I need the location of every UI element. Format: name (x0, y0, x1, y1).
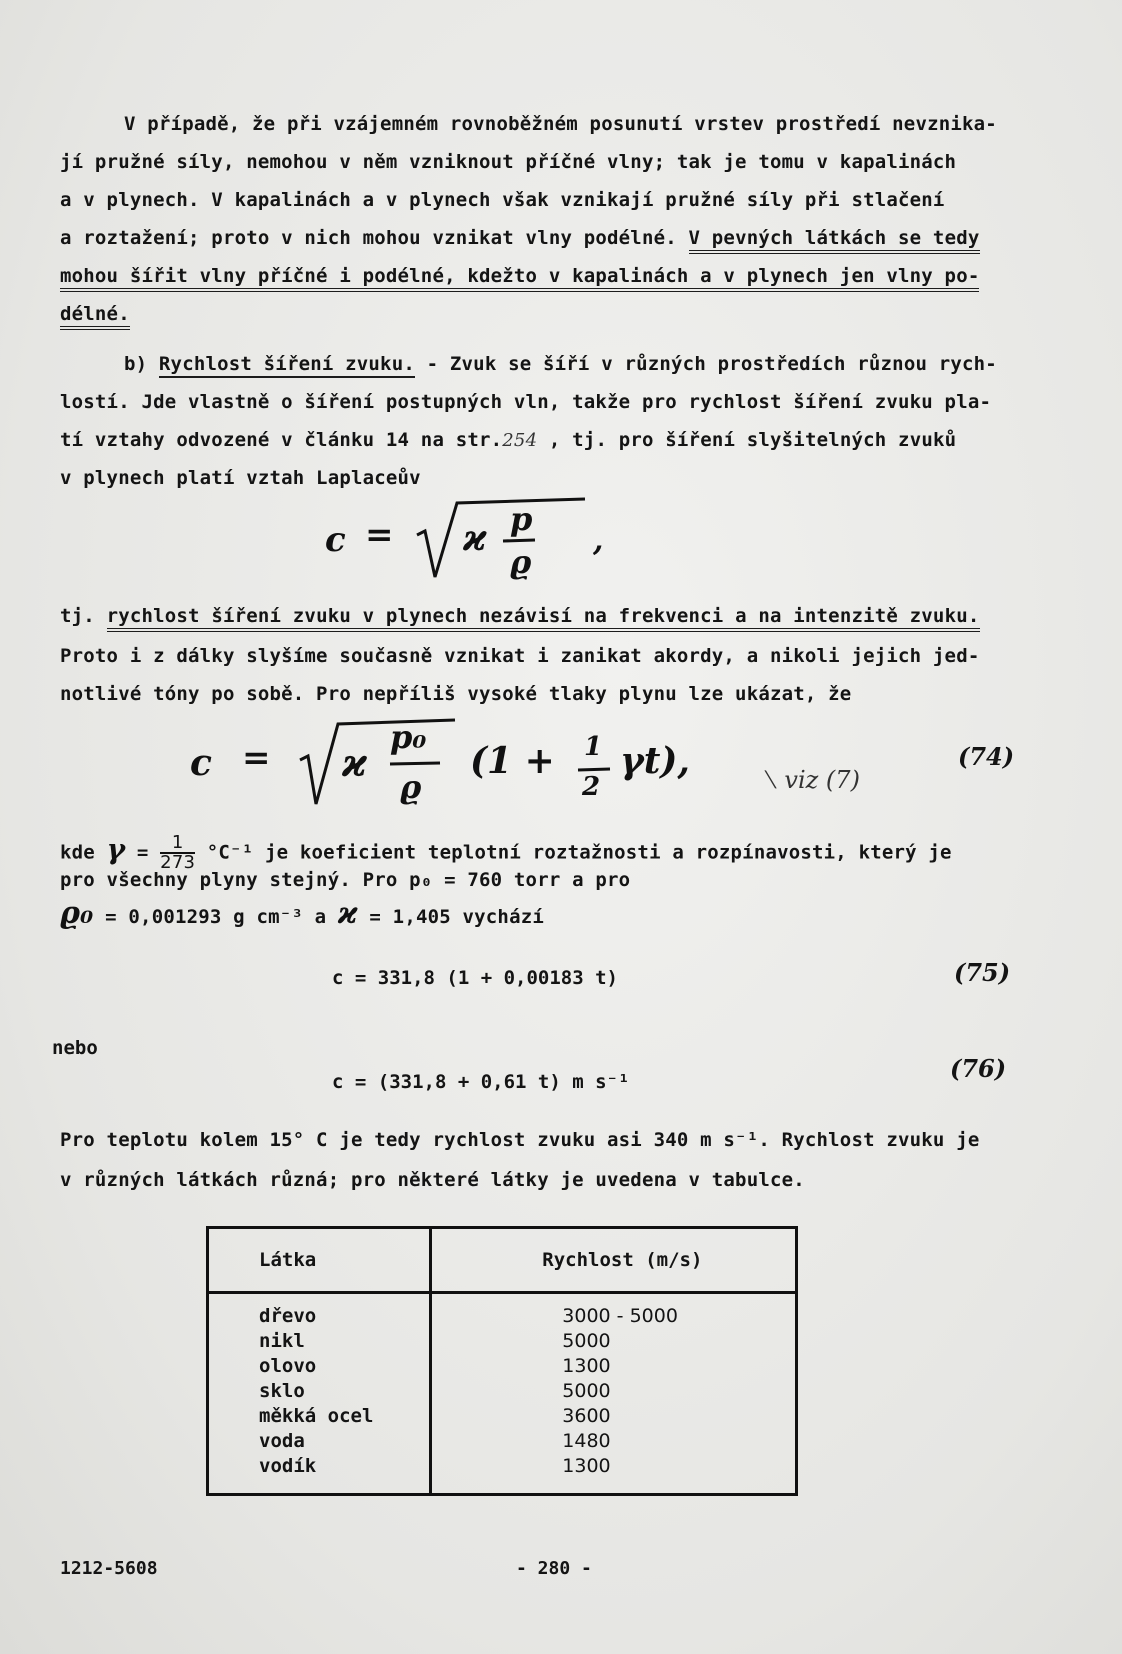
fraction-numerator: 1 (160, 834, 195, 854)
p1-line2: jí pružné síly, nemohou v něm vzniknout příčné vlny; tak je tomu v kapalinách (60, 151, 957, 173)
table-header-row (208, 1228, 797, 1293)
header-speed: Rychlost (m/s) (431, 1228, 797, 1293)
equation-number-75: (75) (954, 958, 1011, 987)
formula2-kappa: ϰ (342, 740, 367, 785)
equation-number-74: (74) (958, 742, 1015, 771)
p3-line1 (60, 604, 1050, 628)
laplace-formula (325, 495, 625, 585)
p3-prefix: tj. (60, 605, 107, 627)
speed-cell: 3600 (562, 1405, 611, 1427)
p2-line3-part2: , tj. pro šíření slyšitelných zvuků (537, 429, 957, 451)
p1-line3: a v plynech. V kapalinách a v plynech však vznikají pružné síly při stlačení (60, 189, 945, 211)
speed-cell: 1300 (562, 1355, 611, 1377)
formula2-frac-den: 2 (582, 772, 601, 802)
p4-line3-part2: = 1,405 vychází (357, 906, 544, 928)
p1-line4-underlined: V pevných látkách se tedy (689, 227, 980, 254)
fraction-1-273 (160, 834, 195, 872)
formula1-eq: = (365, 515, 394, 555)
material-cell: měkká ocel (259, 1405, 374, 1427)
p1-line6-underlined: délné. (60, 303, 130, 330)
rho-symbol: ϱ₀ (60, 896, 94, 931)
fraction-denominator: 273 (160, 852, 196, 873)
handwritten-note-viz: ⟍ viz (7) (760, 766, 860, 794)
handwritten-page-ref: 254 (502, 430, 538, 451)
kappa-symbol: ϰ (337, 896, 358, 931)
p1-line1: V případě, že při vzájemném rovnoběžném posunutí vrstev prostředí nevznika- (124, 113, 997, 135)
material-cell: dřevo (259, 1305, 317, 1327)
equation-76: c = (331,8 + 0,61 t) m s⁻¹ (332, 1071, 630, 1093)
speed-cell: 1300 (562, 1455, 611, 1477)
p2-line4: v plynech platí vztah Laplaceův (60, 467, 421, 489)
p4-line2: pro všechny plyny stejný. Pro p₀ = 760 torr a pro (60, 869, 631, 891)
p4-line1-rest: je koeficient teplotní roztažnosti a rozpínavosti, který je (253, 841, 952, 864)
material-cell: sklo (259, 1380, 305, 1402)
formula2-paren: (1 + (470, 740, 555, 782)
p2-line2: lostí. Jde vlastně o šíření postupných vln, takže pro rychlost šíření zvuku pla- (60, 391, 992, 413)
p2-line3-part1: tí vztahy odvozené v článku 14 na str. (60, 429, 503, 451)
p4-line3 (60, 896, 1050, 931)
speed-cell: 1480 (562, 1430, 611, 1452)
p1-line4-part1: a roztažení; proto v nich mohou vznikat vlny podélné. (60, 227, 689, 249)
formula2-tail: γt), (620, 740, 690, 782)
equation-number-76: (76) (950, 1054, 1007, 1083)
p1-line6 (60, 302, 1050, 326)
document-code: 1212-5608 (60, 1558, 158, 1579)
p4-line3-part1: = 0,001293 g cm⁻³ a (93, 906, 338, 928)
header-material: Látka (208, 1228, 431, 1293)
p2-line1 (124, 352, 1114, 376)
equation-75: c = 331,8 (1 + 0,00183 t) (332, 967, 618, 989)
p4-kde: kde (60, 841, 95, 864)
nebo-text: nebo (52, 1037, 98, 1059)
p5-line2: v různých látkách různá; pro některé látky je uvedena v tabulce. (60, 1169, 805, 1191)
p3-line3: notlivé tóny po sobě. Pro nepříliš vysoké tlaky plynu lze ukázat, že (60, 683, 852, 705)
material-cell: voda (259, 1430, 305, 1452)
p1-line4 (60, 226, 1050, 250)
p1-line5 (60, 264, 1050, 288)
p4-unit: °C⁻¹ (206, 841, 254, 864)
temperature-formula (190, 712, 1070, 812)
p5-line1: Pro teplotu kolem 15° C je tedy rychlost zvuku asi 340 m s⁻¹. Rychlost zvuku je (60, 1129, 980, 1151)
speed-cell: 5000 (562, 1330, 611, 1352)
material-cell: nikl (259, 1330, 305, 1352)
p3-line2: Proto i z dálky slyšíme současně vznikat i zanikat akordy, a nikoli jejich jed- (60, 645, 980, 667)
formula1-comma: , (593, 523, 604, 558)
p2-line3 (60, 428, 1050, 453)
section-heading: Rychlost šíření zvuku. (159, 353, 415, 378)
formula1-numerator: p (510, 500, 533, 538)
page-number: - 280 - (516, 1558, 592, 1579)
section-label: b) (124, 353, 159, 375)
material-cell: olovo (259, 1355, 317, 1377)
speed-column (431, 1293, 797, 1495)
speed-of-sound-table (206, 1226, 798, 1496)
formula2-eq: = (242, 738, 271, 778)
material-column (208, 1293, 431, 1495)
p1-line5-underlined: mohou šířit vlny příčné i podélné, kdežto v kapalinách a v plynech jen vlny po- (60, 265, 979, 292)
p3-underlined: rychlost šíření zvuku v plynech nezávisí na frekvenci a na intenzitě zvuku. (107, 605, 980, 632)
formula2-numerator: p₀ (390, 718, 427, 756)
p2-line1-rest: - Zvuk se šíří v různých prostředích různou rych- (414, 353, 997, 375)
formula1-kappa: ϰ (463, 517, 487, 559)
p4-eq: = (136, 841, 149, 864)
material-cell: vodík (259, 1455, 317, 1477)
formula2-denominator: ϱ (400, 768, 422, 806)
gamma-symbol: γ (106, 832, 126, 866)
formula2-lhs: c (190, 742, 212, 784)
formula1-lhs: c (325, 520, 346, 560)
formula1-denominator: ϱ (510, 543, 532, 581)
formula2-frac-num: 1 (584, 732, 603, 762)
table-row (208, 1293, 797, 1495)
speed-cell: 3000 - 5000 (562, 1305, 678, 1327)
p4-line1 (60, 834, 1050, 872)
speed-cell: 5000 (562, 1380, 611, 1402)
